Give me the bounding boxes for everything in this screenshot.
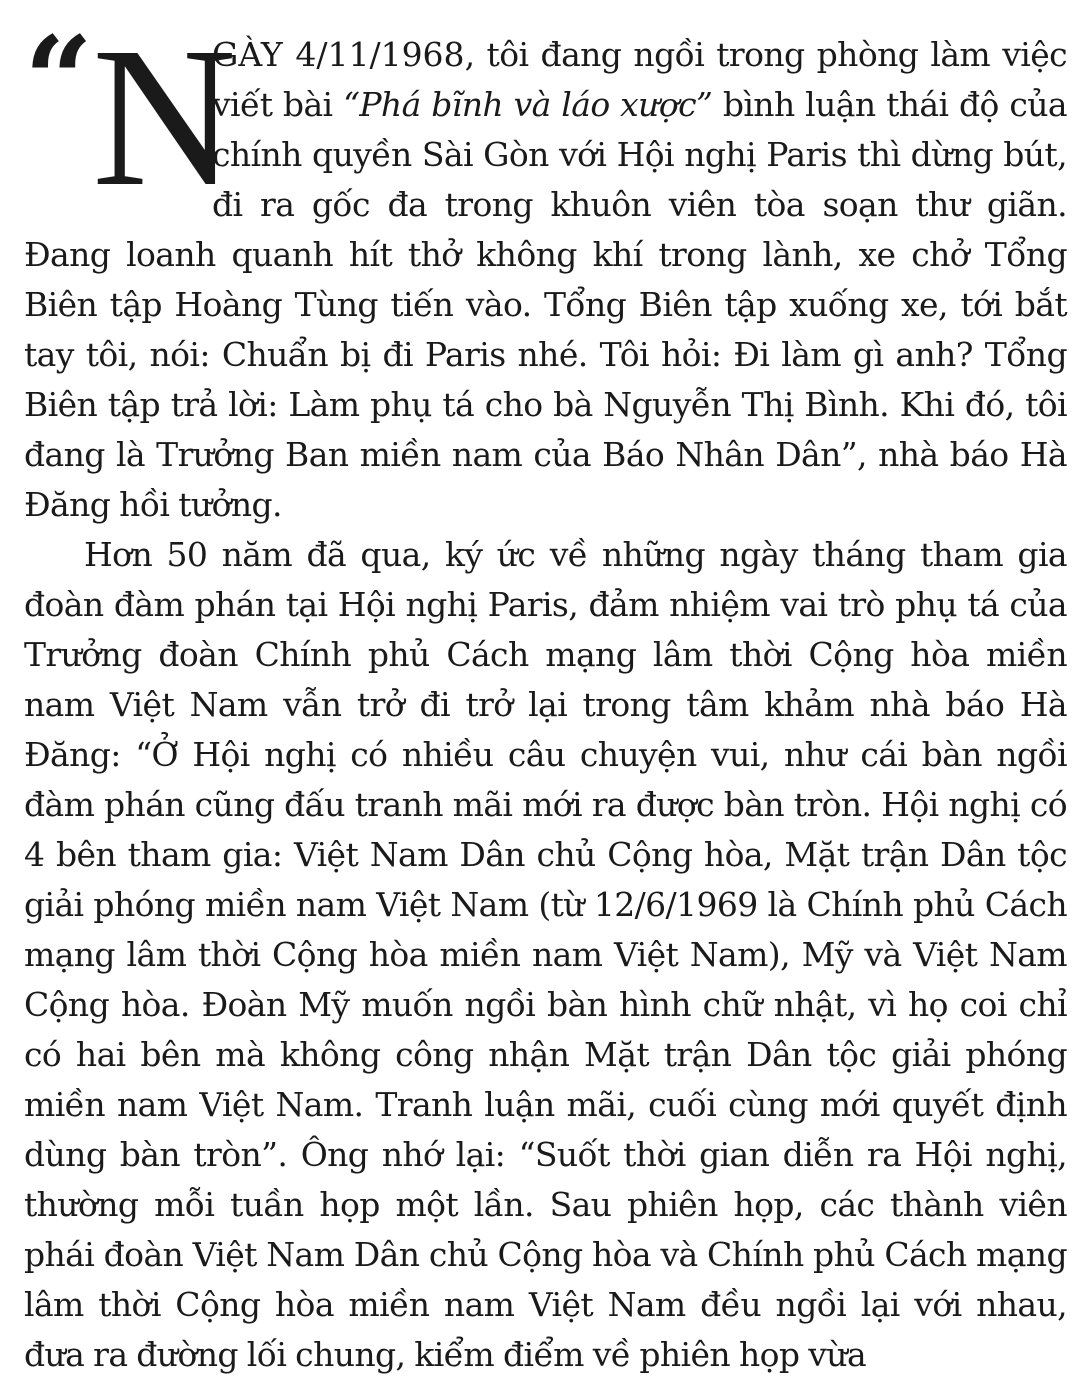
article-body (24, 7, 1068, 1380)
drop-cap-letter: N (92, 7, 236, 228)
paragraph-1-text-a: , tôi đang ngồi trong phòng làm việc viết bài (212, 35, 1068, 124)
paragraph-1-text-b: bình luận thái độ của chính quyền Sài Gòn với Hội nghị Paris thì dừng bút, đi ra gốc đa trong khuôn viên tòa soạn thư giãn. Đang loanh quanh hít thở không khí trong lành, xe chở Tổng Biên tập Hoàng Tùng tiến vào. Tổng Biên tập xuống xe, tới bắt tay tôi, nói: Chuẩn bị đi Paris nhé. Tôi hỏi: Đi làm gì anh? Tổng Biên tập trả lời: Làm phụ tá cho bà Nguyễn Thị Bình. Khi đó, tôi đang là Trưởng Ban miền nam của Báo Nhân Dân”, nhà báo Hà Đăng hồi tưởng. (24, 85, 1067, 524)
paragraph-1 (24, 7, 1068, 530)
paragraph-2: Hơn 50 năm đã qua, ký ức về những ngày tháng tham gia đoàn đàm phán tại Hội nghị Paris, đảm nhiệm vai trò phụ tá của Trưởng đoàn Chính phủ Cách mạng lâm thời Cộng hòa miền nam Việt Nam vẫn trở đi trở lại trong tâm khảm nhà báo Hà Đăng: “Ở Hội nghị có nhiều câu chuyện vui, như cái bàn ngồi đàm phán cũng đấu tranh mãi mới ra được bàn tròn. Hội nghị có 4 bên tham gia: Việt Nam Dân chủ Cộng hòa, Mặt trận Dân tộc giải phóng miền nam Việt Nam (từ 12/6/1969 là Chính phủ Cách mạng lâm thời Cộng hòa miền nam Việt Nam), Mỹ và Việt Nam Cộng hòa. Đoàn Mỹ muốn ngồi bàn hình chữ nhật, vì họ coi chỉ có hai bên mà không công nhận Mặt trận Dân tộc giải phóng miền nam Việt Nam. Tranh luận mãi, cuối cùng mới quyết định dùng bàn tròn”. Ông nhớ lại: “Suốt thời gian diễn ra Hội nghị, thường mỗi tuần họp một lần. Sau phiên họp, các thành viên phái đoàn Việt Nam Dân chủ Cộng hòa và Chính phủ Cách mạng lâm thời Cộng hòa miền nam Việt Nam đều ngồi lại với nhau, đưa ra đường lối chung, kiểm điểm về phiên họp vừa (24, 535, 1067, 1374)
drop-cap (24, 7, 236, 228)
lead-in-caps: GÀY 4/11/1968 (212, 35, 465, 74)
article-title-italic: “Phá bĩnh và láo xược” (343, 85, 713, 124)
drop-cap-quote-mark: “ (24, 10, 86, 151)
